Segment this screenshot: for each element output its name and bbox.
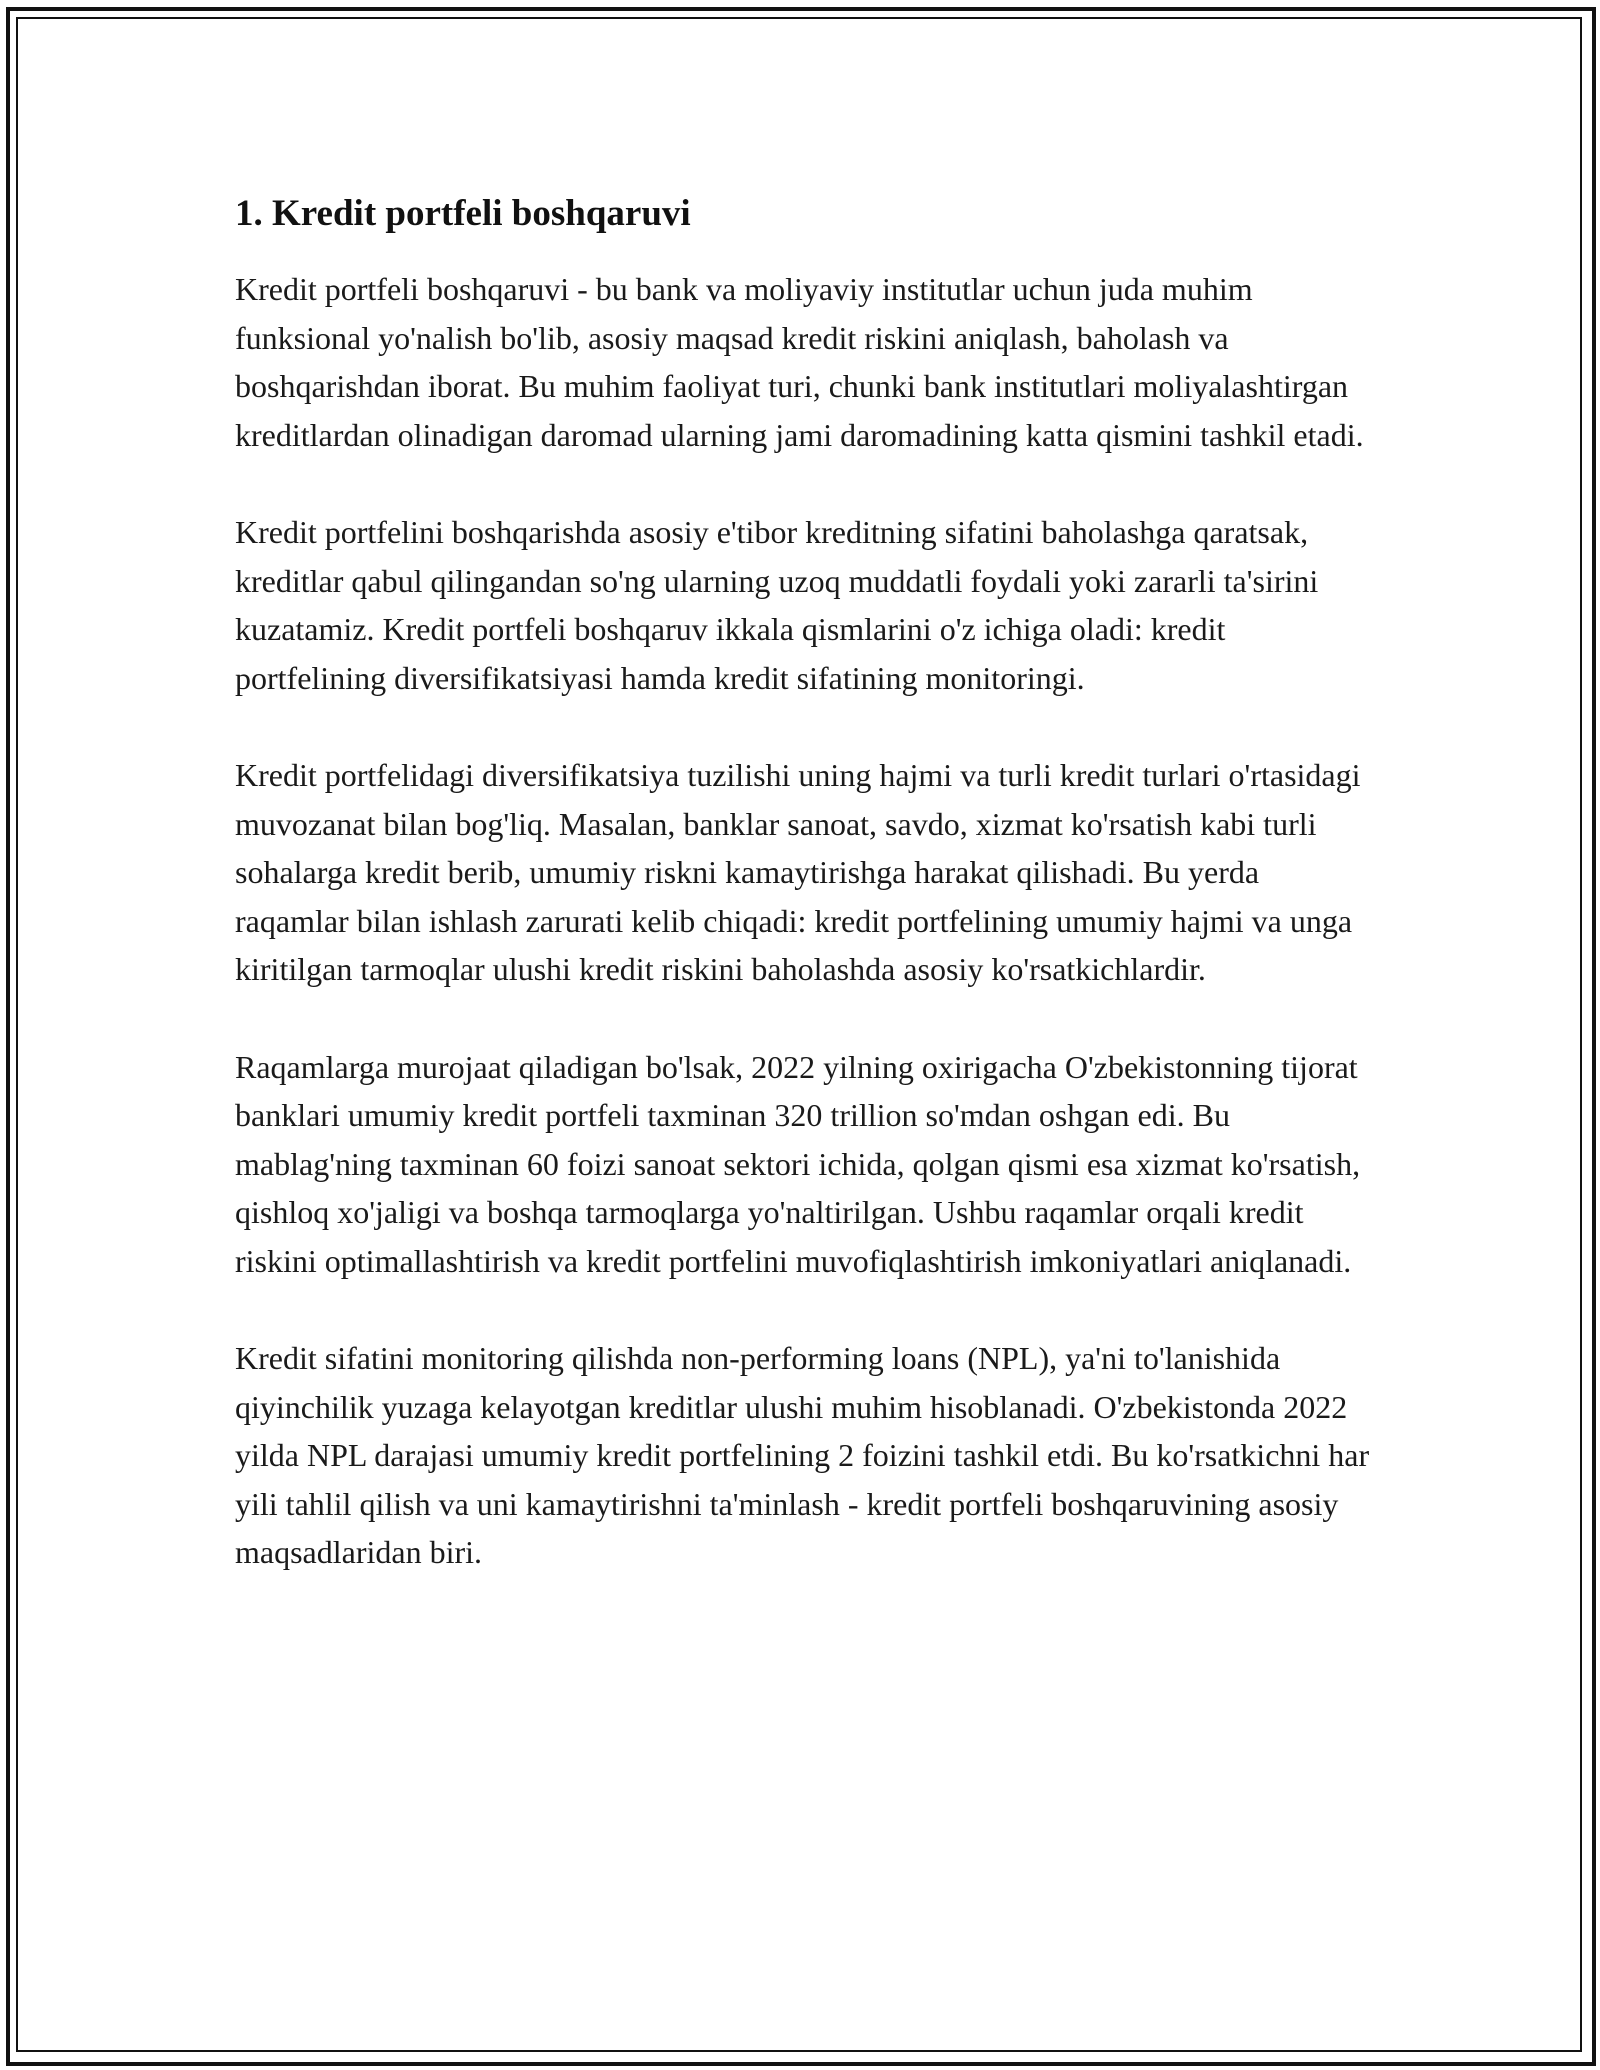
paragraph-diversification: Kredit portfelidagi diversifikatsiya tuzilishi uning hajmi va turli kredit turlari o'rtasidagi muvozanat bilan bog'liq. Masalan, banklar sanoat, savdo, xizmat ko'rsatish kabi turli sohalarga kredit berib, umumiy riskni kamaytirishga harakat qilishadi. Bu yerda raqamlar bilan ishlash zarurati kelib chiqadi: kredit portfelining umumiy hajmi va unga kiritilgan tarmoqlar ulushi kredit riskini baholashda asosiy ko'rsatkichlardir. [235,757,1361,987]
document-body [235,185,1375,1626]
paragraph-intro: Kredit portfeli boshqaruvi - bu bank va moliyaviy institutlar uchun juda muhim funksional yo'nalish bo'lib, asosiy maqsad kredit riskini aniqlash, baholash va boshqarishdan iborat. Bu muhim faoliyat turi, chunki bank institutlari moliyalashtirgan kreditlardan olinadigan daromad ularning jami daromadining katta qismini tashkil etadi. [235,271,1364,453]
paragraph-figures: Raqamlarga murojaat qiladigan bo'lsak, 2022 yilning oxirigacha O'zbekistonning tijorat banklari umumiy kredit portfeli taxminan 320 trillion so'mdan oshgan edi. Bu mablag'ning taxminan 60 foizi sanoat sektori ichida, qolgan qismi esa xizmat ko'rsatish, qishloq xo'jaligi va boshqa tarmoqlarga yo'naltirilgan. Ushbu raqamlar orqali kredit riskini optimallashtirish va kredit portfelini muvofiqlashtirish imkoniyatlari aniqlanadi. [235,1048,1361,1279]
section-heading: 1. Kredit portfeli boshqaruvi [235,193,691,234]
paragraph-credit-quality: Kredit portfelini boshqarishda asosiy e'tibor kreditning sifatini baholashga qaratsak, kreditlar qabul qilingandan so'ng ularning uzoq muddatli foydali yoki zararli ta'sirini kuzatamiz. Kredit portfeli boshqaruv ikkala qismlarini o'z ichiga oladi: kredit portfelining diversifikatsiyasi hamda kredit sifatining monitoringi. [235,514,1319,696]
paragraph-npl: Kredit sifatini monitoring qilishda non-performing loans (NPL), ya'ni to'lanishida qiyinchilik yuzaga kelayotgan kreditlar ulushi muhim hisoblanadi. O'zbekistonda 2022 yilda NPL darajasi umumiy kredit portfelining 2 foizini tashkil etdi. Bu ko'rsatkichni har yili tahlil qilish va uni kamaytirishni ta'minlash - kredit portfeli boshqaruvining asosiy maqsadlaridan biri. [235,1340,1370,1570]
